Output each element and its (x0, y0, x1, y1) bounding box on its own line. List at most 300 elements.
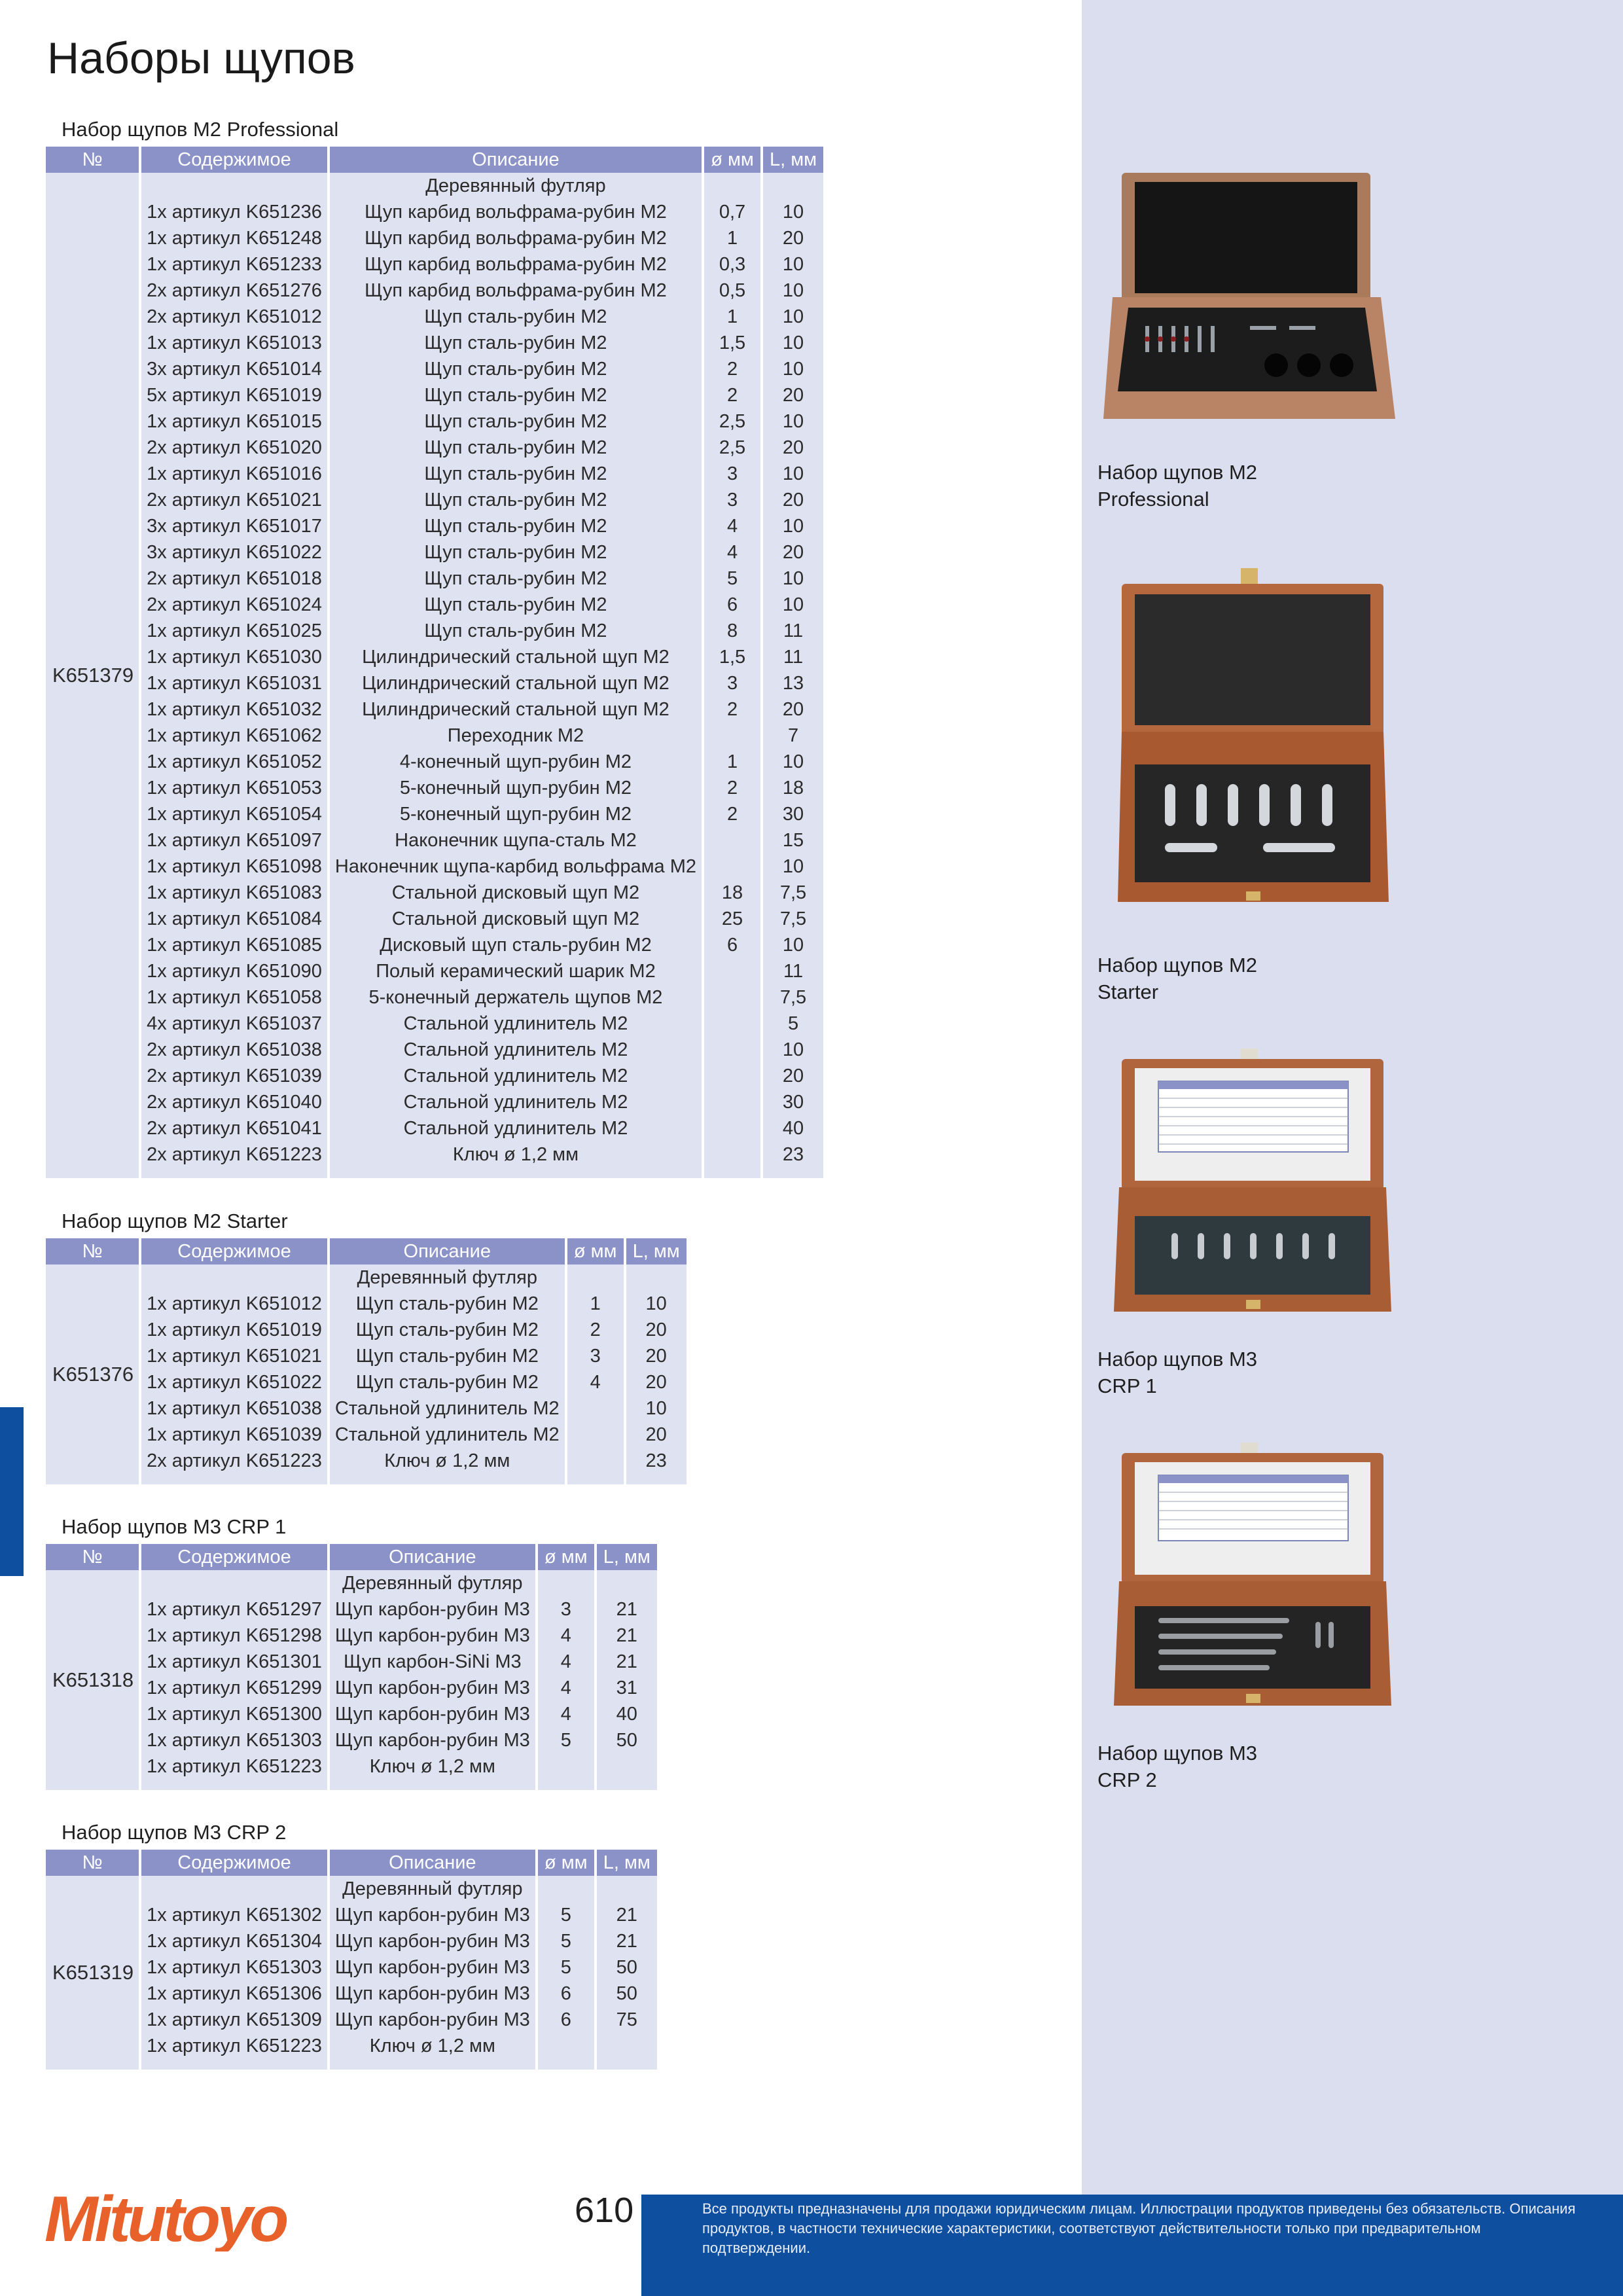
cell-length: 11 (763, 618, 823, 644)
spacer-cell (330, 1780, 535, 1790)
cell-description: Щуп сталь-рубин М2 (330, 539, 702, 565)
caption-line: Набор щупов M3 (1097, 1742, 1258, 1765)
cell-description: Щуп карбон-рубин М3 (330, 1623, 535, 1649)
cell-length: 10 (763, 513, 823, 539)
product-photo-m3-crp2 (1099, 1443, 1407, 1714)
cell-contents: 2x артикул K651041 (141, 1115, 327, 1141)
cell-contents: 1x артикул K651090 (141, 958, 327, 984)
cell-description: 5-конечный щуп-рубин М2 (330, 801, 702, 827)
probe-set-table (43, 1544, 660, 1790)
cell-contents: 2x артикул K651012 (141, 304, 327, 330)
cell-length (626, 1265, 687, 1291)
cell-length: 50 (597, 1727, 657, 1753)
cell-diameter (567, 1448, 624, 1474)
cell-diameter: 4 (704, 513, 760, 539)
page-number: 610 (575, 2191, 634, 2230)
table-row (46, 199, 823, 225)
col-header-number: № (46, 1238, 139, 1265)
caption-line: Набор щупов M3 (1097, 1348, 1258, 1371)
cell-description: Щуп сталь-рубин М2 (330, 565, 702, 592)
cell-contents: 1x артикул K651297 (141, 1596, 327, 1623)
section-title: Набор щупов М2 Professional (62, 118, 339, 141)
cell-contents: 1x артикул K651030 (141, 644, 327, 670)
col-header-description: Описание (330, 1238, 565, 1265)
cell-contents: 1x артикул K651039 (141, 1422, 327, 1448)
cell-length: 23 (763, 1141, 823, 1168)
col-header-length: L, мм (626, 1238, 687, 1265)
set-number: K651319 (46, 1876, 139, 2070)
caption-line: Starter (1097, 980, 1159, 1003)
cell-length: 10 (763, 461, 823, 487)
cell-contents: 1x артикул K651085 (141, 932, 327, 958)
cell-diameter: 2,5 (704, 408, 760, 435)
col-header-number: № (46, 1850, 139, 1876)
footer-disclaimer: Все продукты предназначены для продажи юридическим лицам. Иллюстрации продуктов приведены без обязательств. Описания продуктов, в частности технические характеристики, соответствуют действительности только при предварительном подтверждении. (702, 2200, 1576, 2256)
cell-description: Щуп сталь-рубин М2 (330, 1343, 565, 1369)
photo-caption (1097, 952, 1359, 1005)
col-header-number: № (46, 147, 139, 173)
photo-caption (1097, 1740, 1359, 1793)
cell-contents: 1x артикул K651248 (141, 225, 327, 251)
cell-diameter: 6 (538, 2007, 594, 2033)
cell-length: 7 (763, 723, 823, 749)
cell-contents: 1x артикул K651052 (141, 749, 327, 775)
cell-diameter: 1 (704, 304, 760, 330)
col-header-diameter: ø мм (538, 1850, 594, 1876)
table-row (46, 1011, 823, 1037)
cell-length: 20 (763, 435, 823, 461)
cell-length: 13 (763, 670, 823, 696)
cell-diameter: 1 (567, 1291, 624, 1317)
table-row (46, 461, 823, 487)
cell-description: Щуп карбон-рубин М3 (330, 1596, 535, 1623)
cell-description: Щуп сталь-рубин М2 (330, 356, 702, 382)
table-row (46, 932, 823, 958)
cell-diameter: 4 (538, 1701, 594, 1727)
probe-set-table (43, 1850, 660, 2070)
cell-contents: 1x артикул K651303 (141, 1727, 327, 1753)
cell-diameter (538, 1876, 594, 1902)
cell-description: Щуп сталь-рубин М2 (330, 1317, 565, 1343)
cell-diameter: 1 (704, 225, 760, 251)
cell-length: 10 (763, 749, 823, 775)
table-row (46, 1037, 823, 1063)
table-row (46, 906, 823, 932)
chapter-edge-tab (0, 1407, 24, 1576)
cell-diameter (567, 1265, 624, 1291)
table-row (46, 1474, 687, 1484)
cell-length: 10 (763, 592, 823, 618)
cell-contents: 5x артикул K651019 (141, 382, 327, 408)
cell-length: 50 (597, 1954, 657, 1981)
cell-description: Щуп карбон-рубин М3 (330, 1727, 535, 1753)
page-title: Наборы щупов (47, 33, 355, 83)
table-row (46, 775, 823, 801)
cell-length: 21 (597, 1928, 657, 1954)
cell-description: Стальной удлинитель М2 (330, 1037, 702, 1063)
cell-description: Щуп сталь-рубин М2 (330, 408, 702, 435)
set-number: K651318 (46, 1570, 139, 1790)
cell-diameter (567, 1422, 624, 1448)
cell-contents: 2x артикул K651039 (141, 1063, 327, 1089)
cell-description: Деревянный футляр (330, 1876, 535, 1902)
cell-description: Щуп карбон-SiNi М3 (330, 1649, 535, 1675)
cell-contents: 2x артикул K651020 (141, 435, 327, 461)
caption-line: Professional (1097, 488, 1209, 511)
cell-length: 10 (763, 251, 823, 278)
cell-contents: 1x артикул K651236 (141, 199, 327, 225)
spacer-cell (141, 1168, 327, 1178)
table-row (46, 1089, 823, 1115)
cell-diameter (538, 1753, 594, 1780)
table-row (46, 565, 823, 592)
cell-description: Цилиндрический стальной щуп М2 (330, 644, 702, 670)
cell-contents (141, 1876, 327, 1902)
cell-diameter: 0,7 (704, 199, 760, 225)
cell-diameter (704, 1037, 760, 1063)
cell-description: Стальной дисковый щуп М2 (330, 906, 702, 932)
cell-description: Щуп сталь-рубин М2 (330, 487, 702, 513)
cell-contents: 2x артикул K651021 (141, 487, 327, 513)
cell-length: 50 (597, 1981, 657, 2007)
cell-length: 10 (763, 330, 823, 356)
cell-contents: 1x артикул K651303 (141, 1954, 327, 1981)
probe-set-section (46, 1208, 689, 1484)
section-title: Набор щупов М3 CRP 1 (62, 1515, 287, 1538)
cell-length: 20 (763, 382, 823, 408)
table-row (46, 1343, 687, 1369)
cell-description: Щуп сталь-рубин М2 (330, 1291, 565, 1317)
cell-length: 18 (763, 775, 823, 801)
table-row (46, 225, 823, 251)
cell-contents: 1x артикул K651098 (141, 853, 327, 880)
cell-diameter (704, 1115, 760, 1141)
table-row (46, 984, 823, 1011)
cell-diameter (567, 1395, 624, 1422)
cell-diameter: 5 (704, 565, 760, 592)
cell-contents: 3x артикул K651022 (141, 539, 327, 565)
table-row (46, 304, 823, 330)
cell-diameter (704, 984, 760, 1011)
spacer-cell (538, 2059, 594, 2070)
table-row (46, 958, 823, 984)
spacer-cell (330, 2059, 535, 2070)
table-row (46, 356, 823, 382)
spacer-cell (597, 1780, 657, 1790)
cell-description: Ключ ø 1,2 мм (330, 2033, 535, 2059)
photo-caption (1097, 1346, 1359, 1399)
cell-contents: 1x артикул K651013 (141, 330, 327, 356)
cell-contents (141, 1265, 327, 1291)
cell-length: 30 (763, 801, 823, 827)
cell-diameter (538, 1570, 594, 1596)
table-row (46, 1291, 687, 1317)
col-header-description: Описание (330, 147, 702, 173)
cell-length: 10 (763, 1037, 823, 1063)
table-row (46, 853, 823, 880)
cell-length: 10 (763, 278, 823, 304)
cell-diameter (704, 827, 760, 853)
cell-length: 10 (763, 853, 823, 880)
table-row (46, 1876, 657, 1902)
probe-set-table (43, 1238, 689, 1484)
cell-contents: 1x артикул K651019 (141, 1317, 327, 1343)
cell-length: 20 (626, 1317, 687, 1343)
cell-contents: 1x артикул K651021 (141, 1343, 327, 1369)
cell-length (597, 1876, 657, 1902)
cell-contents: 2x артикул K651223 (141, 1141, 327, 1168)
spacer-cell (763, 1168, 823, 1178)
cell-description: Щуп сталь-рубин М2 (330, 513, 702, 539)
cell-description: Щуп сталь-рубин М2 (330, 461, 702, 487)
table-row (46, 382, 823, 408)
table-row (46, 696, 823, 723)
cell-contents: 1x артикул K651058 (141, 984, 327, 1011)
cell-contents: 2x артикул K651276 (141, 278, 327, 304)
cell-contents: 1x артикул K651304 (141, 1928, 327, 1954)
product-photo-m3-crp1 (1099, 1049, 1407, 1320)
cell-diameter: 2,5 (704, 435, 760, 461)
cell-length: 10 (763, 565, 823, 592)
cell-description: Ключ ø 1,2 мм (330, 1141, 702, 1168)
cell-diameter: 1 (704, 749, 760, 775)
cell-diameter: 3 (704, 487, 760, 513)
cell-length: 10 (763, 932, 823, 958)
cell-description: Щуп сталь-рубин М2 (330, 304, 702, 330)
cell-description: Щуп карбид вольфрама-рубин М2 (330, 278, 702, 304)
cell-contents: 1x артикул K651084 (141, 906, 327, 932)
table-row (46, 513, 823, 539)
cell-description: Щуп сталь-рубин М2 (330, 1369, 565, 1395)
cell-contents: 1x артикул K651306 (141, 1981, 327, 2007)
cell-length: 20 (626, 1422, 687, 1448)
cell-diameter: 2 (567, 1317, 624, 1343)
cell-contents: 1x артикул K651298 (141, 1623, 327, 1649)
product-photo-m2-starter (1099, 568, 1407, 912)
probe-set-table (43, 147, 826, 1178)
cell-diameter: 4 (567, 1369, 624, 1395)
set-number: K651379 (46, 173, 139, 1178)
cell-diameter: 6 (704, 932, 760, 958)
spacer-cell (330, 1474, 565, 1484)
cell-length: 21 (597, 1596, 657, 1623)
cell-description: Наконечник щупа-карбид вольфрама М2 (330, 853, 702, 880)
col-header-length: L, мм (597, 1544, 657, 1570)
cell-diameter: 2 (704, 696, 760, 723)
cell-diameter (704, 723, 760, 749)
cell-contents: 1x артикул K651302 (141, 1902, 327, 1928)
cell-length (763, 173, 823, 199)
cell-description: Ключ ø 1,2 мм (330, 1753, 535, 1780)
cell-contents: 1x артикул K651012 (141, 1291, 327, 1317)
table-row (46, 1422, 687, 1448)
spacer-cell (626, 1474, 687, 1484)
cell-description: Щуп карбон-рубин М3 (330, 1902, 535, 1928)
cell-description: Деревянный футляр (330, 1570, 535, 1596)
cell-contents: 1x артикул K651309 (141, 2007, 327, 2033)
cell-length: 20 (763, 487, 823, 513)
cell-description: Стальной удлинитель М2 (330, 1115, 702, 1141)
cell-diameter: 6 (538, 1981, 594, 2007)
cell-description: Стальной удлинитель М2 (330, 1063, 702, 1089)
col-header-description: Описание (330, 1544, 535, 1570)
cell-diameter (704, 1141, 760, 1168)
cell-diameter: 6 (704, 592, 760, 618)
cell-description: Наконечник щупа-сталь М2 (330, 827, 702, 853)
col-header-length: L, мм (597, 1850, 657, 1876)
cell-contents: 1x артикул K651022 (141, 1369, 327, 1395)
probe-set-section (46, 117, 826, 1178)
cell-diameter: 4 (704, 539, 760, 565)
cell-length: 21 (597, 1623, 657, 1649)
cell-description: Щуп карбон-рубин М3 (330, 1701, 535, 1727)
cell-length (597, 1753, 657, 1780)
cell-diameter: 4 (538, 1649, 594, 1675)
brand-logo (45, 2186, 306, 2255)
table-row (46, 670, 823, 696)
spacer-cell (330, 1168, 702, 1178)
table-row (46, 487, 823, 513)
table-row (46, 435, 823, 461)
cell-contents: 1x артикул K651300 (141, 1701, 327, 1727)
cell-description: Ключ ø 1,2 мм (330, 1448, 565, 1474)
cell-diameter: 4 (538, 1675, 594, 1701)
table-row (46, 618, 823, 644)
table-row (46, 827, 823, 853)
cell-description: Полый керамический шарик М2 (330, 958, 702, 984)
table-row (46, 644, 823, 670)
cell-diameter (538, 2033, 594, 2059)
table-row (46, 330, 823, 356)
spacer-cell (597, 2059, 657, 2070)
cell-contents: 1x артикул K651223 (141, 1753, 327, 1780)
cell-diameter: 0,3 (704, 251, 760, 278)
table-body (46, 1265, 687, 1484)
cell-description: Щуп карбон-рубин М3 (330, 2007, 535, 2033)
spacer-cell (704, 1168, 760, 1178)
cell-diameter: 18 (704, 880, 760, 906)
cell-length: 10 (626, 1395, 687, 1422)
cell-length: 11 (763, 644, 823, 670)
cell-length: 20 (763, 225, 823, 251)
cell-description: Щуп сталь-рубин М2 (330, 618, 702, 644)
cell-length: 5 (763, 1011, 823, 1037)
cell-diameter: 0,5 (704, 278, 760, 304)
cell-length: 75 (597, 2007, 657, 2033)
table-row (46, 749, 823, 775)
table-row (46, 1063, 823, 1089)
cell-length: 40 (597, 1701, 657, 1727)
cell-diameter: 3 (704, 670, 760, 696)
table-row (46, 1317, 687, 1343)
cell-description: Щуп сталь-рубин М2 (330, 592, 702, 618)
probe-set-section (46, 1820, 660, 2070)
table-row (46, 1115, 823, 1141)
cell-description: Дисковый щуп сталь-рубин М2 (330, 932, 702, 958)
cell-diameter: 8 (704, 618, 760, 644)
col-header-number: № (46, 1544, 139, 1570)
col-header-diameter: ø мм (538, 1544, 594, 1570)
cell-contents (141, 1570, 327, 1596)
cell-length (597, 1570, 657, 1596)
section-title: Набор щупов М3 CRP 2 (62, 1821, 287, 1844)
table-row (46, 1265, 687, 1291)
table-row (46, 251, 823, 278)
cell-length: 10 (626, 1291, 687, 1317)
cell-contents: 1x артикул K651097 (141, 827, 327, 853)
cell-description: Щуп карбид вольфрама-рубин М2 (330, 225, 702, 251)
cell-length: 21 (597, 1902, 657, 1928)
cell-description: Щуп карбон-рубин М3 (330, 1981, 535, 2007)
table-body (46, 1876, 657, 2070)
cell-contents (141, 173, 327, 199)
cell-description: Щуп сталь-рубин М2 (330, 330, 702, 356)
cell-description: Щуп сталь-рубин М2 (330, 382, 702, 408)
cell-length: 20 (763, 696, 823, 723)
cell-length: 40 (763, 1115, 823, 1141)
cell-diameter: 1,5 (704, 330, 760, 356)
cell-contents: 2x артикул K651038 (141, 1037, 327, 1063)
cell-length: 31 (597, 1675, 657, 1701)
cell-diameter: 4 (538, 1623, 594, 1649)
cell-length: 7,5 (763, 880, 823, 906)
cell-length: 15 (763, 827, 823, 853)
table-row (46, 173, 823, 199)
table-row (46, 278, 823, 304)
col-header-length: L, мм (763, 147, 823, 173)
cell-contents: 1x артикул K651038 (141, 1395, 327, 1422)
cell-diameter: 3 (538, 1596, 594, 1623)
cell-length: 7,5 (763, 984, 823, 1011)
cell-description: Стальной дисковый щуп М2 (330, 880, 702, 906)
cell-description: Щуп карбон-рубин М3 (330, 1928, 535, 1954)
caption-line: CRP 1 (1097, 1374, 1157, 1397)
cell-description: 4-конечный щуп-рубин М2 (330, 749, 702, 775)
table-row (46, 592, 823, 618)
cell-description: Деревянный футляр (330, 1265, 565, 1291)
caption-line: CRP 2 (1097, 1768, 1157, 1791)
cell-diameter (704, 1089, 760, 1115)
cell-length (597, 2033, 657, 2059)
section-title: Набор щупов М2 Starter (62, 1210, 288, 1232)
caption-line: Набор щупов M2 (1097, 954, 1258, 977)
table-row (46, 539, 823, 565)
cell-description: Щуп сталь-рубин М2 (330, 435, 702, 461)
table-row (46, 1141, 823, 1168)
cell-contents: 3x артикул K651017 (141, 513, 327, 539)
table-row (46, 723, 823, 749)
table-body (46, 173, 823, 1178)
cell-contents: 1x артикул K651233 (141, 251, 327, 278)
cell-length: 23 (626, 1448, 687, 1474)
cell-contents: 1x артикул K651299 (141, 1675, 327, 1701)
col-header-diameter: ø мм (567, 1238, 624, 1265)
table-row (46, 1168, 823, 1178)
cell-contents: 1x артикул K651223 (141, 2033, 327, 2059)
cell-length: 7,5 (763, 906, 823, 932)
set-number: K651376 (46, 1265, 139, 1484)
cell-contents: 1x артикул K651083 (141, 880, 327, 906)
cell-length: 20 (763, 539, 823, 565)
cell-diameter: 3 (704, 461, 760, 487)
cell-diameter: 5 (538, 1954, 594, 1981)
cell-length: 10 (763, 356, 823, 382)
cell-length: 11 (763, 958, 823, 984)
table-body (46, 1570, 657, 1790)
col-header-contents: Содержимое (141, 1544, 327, 1570)
cell-description: Переходник М2 (330, 723, 702, 749)
spacer-cell (141, 1780, 327, 1790)
